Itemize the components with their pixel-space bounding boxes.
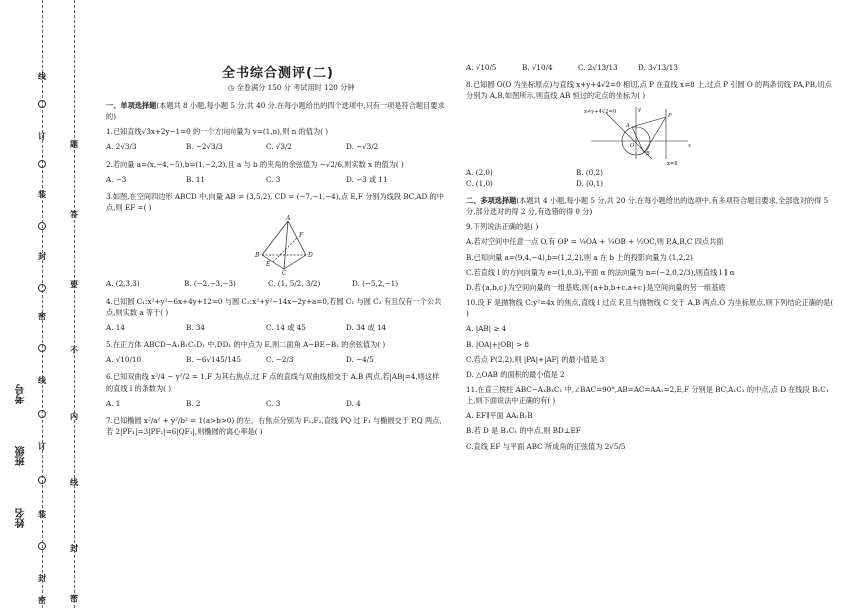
q8-options-row1	[466, 167, 836, 178]
seal-char: 装	[38, 509, 46, 519]
seal-char: 线	[38, 71, 46, 81]
point-label: E	[266, 261, 271, 269]
question-10: 10.设 F 是抛物线 C:y²=4x 的焦点,直线 l 过点 F,且与抛物线 C 交于 A,B 两点,O 为坐标原点,则下列结论正确的是( )	[466, 298, 834, 319]
binding-hole	[38, 284, 46, 292]
option[interactable]: C. (1,0)	[466, 178, 493, 188]
tetrahedron-figure	[106, 215, 446, 278]
line-x8-label: x=8	[667, 161, 678, 168]
option[interactable]: D. 4	[346, 398, 361, 408]
binding-hole	[38, 160, 46, 168]
option[interactable]: B. (−2,−3,−3)	[184, 279, 236, 289]
q2-options	[106, 174, 446, 185]
line-equation-label: x+y+4√2=0	[584, 109, 617, 116]
question-2: 2.若向量 a=(x,−4,−5),b=(1,−2,2),且 a 与 b 的夹角的余弦值为 −√2/6,则实数 x 的值为( )	[106, 159, 404, 169]
option[interactable]: B. −6√145/145	[186, 355, 241, 365]
option[interactable]: A. √10/10	[106, 355, 142, 365]
option[interactable]: A. 2√3/3	[106, 142, 137, 152]
section-1-desc: (本题共 8 小题,每小题 5 分,共 40 分.在每小题给出的四个选项中,只有一项是符合题目要求的)	[106, 101, 445, 122]
question-5: 5.在正方体 ABCD−A₁B₁C₁D₁ 中,DD₁ 的中点为 E,则二面角 A−BE−B₁ 的余弦值为( )	[106, 340, 386, 350]
seal-char: 线	[38, 375, 46, 385]
option[interactable]: C. 2√13/13	[578, 63, 618, 72]
option[interactable]: C. (1, 5/2, 3/2)	[268, 279, 321, 289]
option[interactable]: A. 14	[106, 322, 125, 332]
option[interactable]: C. 3	[266, 398, 281, 408]
q11-option-b[interactable]: B.若 D 是 B₁C₁ 的中点,则 BD⊥EF	[466, 426, 581, 436]
binding-hole	[38, 344, 46, 352]
seal-char: 密	[38, 311, 46, 321]
page-title: 全书综合测评(二)	[222, 66, 334, 81]
q11-option-c[interactable]: C.直线 EF 与平面 ABC 所成角的正弦值为 2√5/5	[466, 441, 626, 451]
question-6: 6.已知双曲线 x²/4 − y²/2 = 1,F 为其右焦点,过 F 点的直线与双曲线相交于 A,B 两点,若|AB|=4,则这样的直线 l 的条数为( )	[106, 372, 440, 393]
seal-char: 密	[38, 595, 46, 605]
inner-char: 答	[70, 209, 78, 219]
point-label: O	[630, 143, 635, 150]
circle-tangent-figure	[466, 105, 836, 168]
option[interactable]: C. 14 或 45	[266, 322, 306, 332]
option[interactable]: D. −3 或 11	[346, 174, 388, 184]
inner-char: 不	[70, 345, 78, 355]
q9-option-d[interactable]: D.若{a,b,c}为空间向量的一组基底,则{a+b,b+c,a+c}是空间向量的另一组基底	[466, 282, 726, 292]
point-label: C	[282, 270, 287, 278]
binding-hole	[38, 476, 46, 484]
q10-option-b[interactable]: B. |OA|+|OB| > 8	[466, 339, 529, 349]
option[interactable]: A. (2,3,3)	[106, 279, 140, 289]
option[interactable]: C. −2/3	[266, 355, 294, 365]
option[interactable]: B. (0,2)	[576, 167, 603, 177]
point-label: A	[286, 215, 291, 223]
binding-margin	[0, 0, 90, 608]
binding-hole	[38, 100, 46, 108]
option[interactable]: D. −√3/2	[346, 142, 379, 152]
name-label: 姓名	[16, 508, 27, 528]
option[interactable]: B. 2	[186, 398, 201, 408]
option[interactable]: D. −4/5	[346, 355, 374, 365]
section-1	[106, 100, 446, 122]
option[interactable]: D. 34 或 14	[346, 322, 387, 332]
section-2-heading: 二、多项选择题	[466, 195, 517, 205]
point-label: F	[299, 232, 304, 240]
q6-options	[106, 398, 446, 409]
q9-option-a[interactable]: A.若对空间中任意一点 O,有 OP = ¼OA + ¼OB + ½OC,则 P,A,B,C 四点共面	[466, 237, 724, 247]
option[interactable]: A. (2,0)	[466, 167, 493, 177]
point-label: D	[308, 252, 313, 260]
option[interactable]: D. (−5,2,−1)	[352, 279, 399, 289]
binding-hole	[38, 410, 46, 418]
left-column	[106, 100, 446, 441]
q10-option-c[interactable]: C.若点 P(2,2),则 |PA|+|AF| 的最小值是 3	[466, 354, 605, 364]
inner-char: 内	[70, 411, 78, 421]
point-label: A	[626, 123, 630, 130]
point-label: P	[668, 113, 672, 120]
q8-options-row2	[466, 178, 836, 189]
inner-char: 要	[70, 279, 78, 289]
binding-hole	[38, 542, 46, 550]
point-label: B	[646, 151, 650, 158]
question-9: 9.下列说法正确的是( )	[466, 222, 539, 232]
seal-char: 封	[38, 251, 46, 261]
exam-info-text: 全卷满分 150 分 考试用时 120 分钟	[236, 83, 355, 92]
question-4: 4.已知圆 C₁:x²+y²−6x+4y+12=0 与圆 C₂:x²+y²−14x−2y+a=0,若圆 C₁ 与圆 C₂ 有且仅有一个公共点,则实数 a 等于( )	[106, 296, 442, 317]
seal-char: 装	[38, 189, 46, 199]
clock-icon: ◷	[228, 83, 235, 92]
question-8: 8.已知圆 O(O 为坐标原点)与直线 x+y+4√2=0 相切,点 P 在直线 x=8 上,过点 P 引圆 O 的两条切线 PA,PB,切点分别为 A,B,如图所示,则直线 AB 恒过的定点的坐标为( )	[466, 80, 832, 101]
option[interactable]: C. √3/2	[266, 142, 292, 152]
seal-char: 订	[38, 131, 46, 141]
question-11: 11.在直三棱柱 ABC−A₁B₁C₁ 中,∠BAC=90°,AB=AC=AA₁=2,E,F 分别是 BC,A₁C₁ 的中点,点 D 在线段 B₁C₁ 上,则下面说法中正确的有( )	[466, 384, 829, 406]
option[interactable]: B. −2√3/3	[186, 142, 223, 152]
option[interactable]: A. √10/5	[466, 63, 497, 72]
inner-char: 线	[70, 477, 78, 487]
q1-options	[106, 141, 446, 152]
q5-options	[106, 354, 446, 365]
question-3: 3.如图,在空间四边形 ABCD 中,向量 AB = (3,5,2), CD = (−7,−1,−4),点 E,F 分别为线段 BC,AD 的中点,则 EF =( )	[106, 191, 444, 213]
inner-char: 题	[70, 139, 78, 149]
inner-char: 封	[70, 543, 78, 553]
q10-option-d[interactable]: D. △OAB 的面积的最小值是 2	[466, 369, 565, 379]
section-2-desc: (本题共 4 小题,每小题 5 分,共 20 分.在每小题给出的选项中,有多项符合题目要求,全部选对的得 5 分,部分选对的得 2 分,有选错的得 0 分)	[466, 195, 829, 217]
option[interactable]: D. (0,1)	[576, 178, 604, 188]
inner-char: 密	[70, 593, 78, 603]
axis-label: y	[638, 107, 641, 114]
q3-options	[106, 278, 446, 289]
q10-option-a[interactable]: A. |AB| ≥ 4	[466, 324, 507, 334]
inner-dashed-line	[74, 0, 75, 608]
seal-char: 封	[38, 573, 46, 583]
question-1: 1.已知直线√3x+2y−1=0 的一个方向向量为 v=(1,n),则 n 的值为( )	[106, 127, 329, 137]
right-column	[466, 62, 836, 456]
q4-options	[106, 322, 446, 333]
seal-char: 订	[38, 441, 46, 451]
option[interactable]: A. −3	[106, 174, 127, 184]
axis-label: x	[688, 143, 691, 150]
option[interactable]: B. 34	[186, 322, 205, 332]
option[interactable]: B. 11	[186, 174, 205, 184]
q7-options	[466, 62, 836, 73]
option[interactable]: B. √10/4	[522, 63, 553, 72]
binding-hole	[38, 222, 46, 230]
option[interactable]: D. 3√13/13	[638, 63, 678, 72]
section-1-heading: 一、单项选择题	[106, 101, 157, 110]
question-7: 7.已知椭圆 x²/a² + y²/b² = 1(a>b>0) 的左、右焦点分别为 F₁,F₂,直线 PQ 过 F₁ 与椭圆交于 P,Q 两点,若 2|PF₁|=3|PF₂|=6|QF₁|,则椭圆的离心率是( )	[106, 415, 442, 436]
q9-option-c[interactable]: C.若直线 l 的方向向量为 e=(1,0,3),平面 α 的法向量为 n=(−2,0,2/3),则直线 l ∥ α	[466, 267, 735, 277]
section-2	[466, 195, 836, 217]
option[interactable]: A. 1	[106, 398, 121, 408]
q11-option-a[interactable]: A. EF∥平面 AA₁B₁B	[466, 411, 533, 421]
exam-info	[228, 83, 355, 93]
q9-option-b[interactable]: B.已知向量 a=(9,4,−4),b=(1,2,2),则 a 在 b 上的投影向量为 (1,2,2)	[466, 252, 693, 262]
option[interactable]: C. 3	[266, 174, 281, 184]
class-label: 班级	[16, 446, 27, 466]
point-label: B	[255, 252, 260, 260]
exam-number-label: 考号	[16, 384, 27, 404]
